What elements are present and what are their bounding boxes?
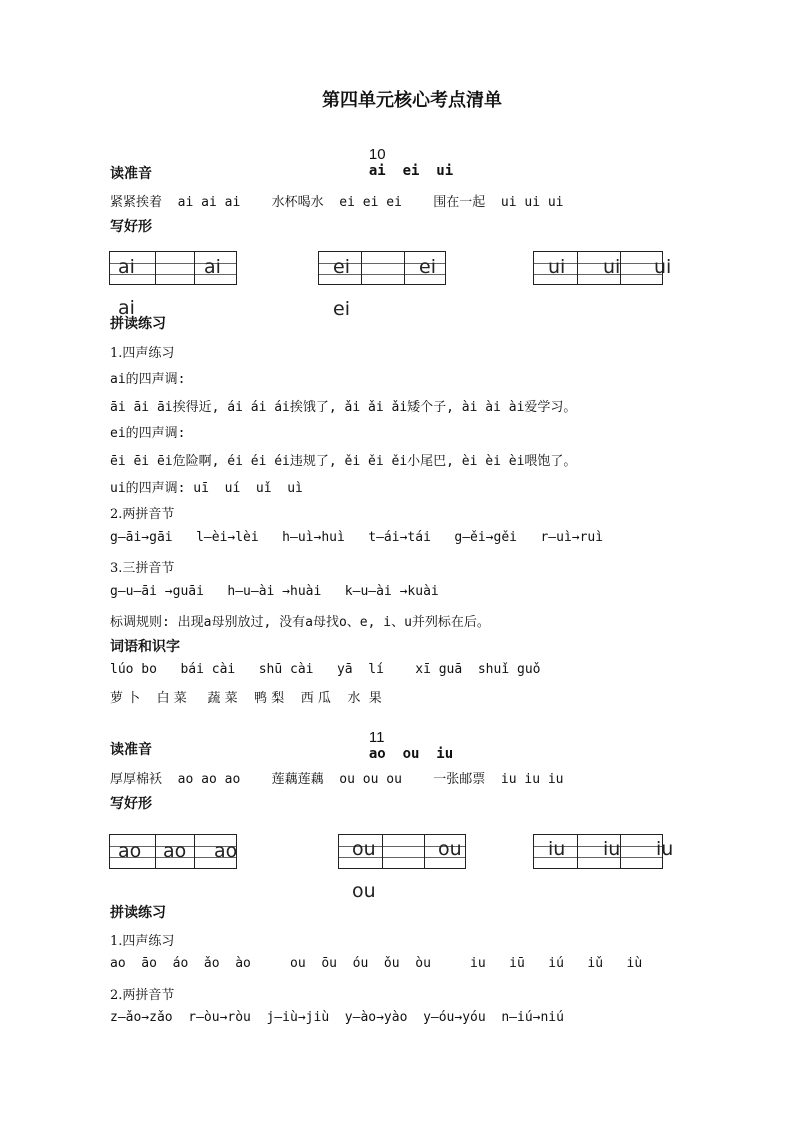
pinyin-cell: iu xyxy=(548,838,566,860)
page-title: 第四单元核心考点清单 xyxy=(322,90,502,111)
vocab-heading: 词语和识字 xyxy=(110,639,180,655)
pinyin-overflow: ai xyxy=(118,297,135,319)
read-word: 围在一起 xyxy=(433,195,486,210)
read-word: 一张邮票 xyxy=(433,772,486,787)
read-pinyin: ou ou ou xyxy=(339,772,402,787)
read-line xyxy=(110,768,564,787)
practice-heading: 拼读练习 xyxy=(110,316,166,332)
pinyin-cell: ui xyxy=(654,256,672,278)
write-heading: 写好形 xyxy=(110,796,152,812)
practice-heading: 拼读练习 xyxy=(110,905,166,921)
tone-rule: 标调规则: 出现a母别放过, 没有a母找o、e, i、u并列标在后。 xyxy=(110,615,490,630)
pinyin-cell: ui xyxy=(548,256,566,278)
pinyin-cell: ao xyxy=(163,840,187,862)
subheading: 2.两拼音节 xyxy=(110,988,175,1003)
read-pinyin: ei ei ei xyxy=(339,195,402,210)
subheading: 3.三拼音节 xyxy=(110,561,175,576)
tone-line: ēi ēi ēi危险啊, éi éi éi违规了, ěi ěi ěi小尾巴, èi èi èi喂饱了。 xyxy=(110,454,577,469)
pinyin-cell: ai xyxy=(204,256,221,278)
pinyin-cell: ei xyxy=(333,256,350,278)
lesson-10-heading xyxy=(352,130,453,179)
pinyin-overflow: ou xyxy=(352,880,376,902)
pinyin-cell: ai xyxy=(118,256,135,278)
read-line xyxy=(110,191,564,210)
tone-label: ei的四声调: xyxy=(110,426,186,441)
tone-line: ui的四声调: uī uí uǐ uì xyxy=(110,481,303,496)
subheading: 1.四声练习 xyxy=(110,346,175,361)
pinyin-cell: ao xyxy=(118,840,142,862)
pinyin-cell: ou xyxy=(438,838,462,860)
tone-line: ao āo áo ǎo ào ou ōu óu ǒu òu iu iū iú iǔ iù xyxy=(110,956,643,971)
pinyin-cell: iu xyxy=(656,838,674,860)
read-word: 厚厚棉袄 xyxy=(110,772,163,787)
lesson-title: ao ou iu xyxy=(368,746,454,762)
tone-line: āi āi āi挨得近, ái ái ái挨饿了, ǎi ǎi ǎi矮个子, ài ài ài爱学习。 xyxy=(110,400,577,415)
syllable-line: g—u—āi →guāi h—u—ài →huài k—u—ài →kuài xyxy=(110,584,439,599)
lesson-number: 11 xyxy=(368,729,385,746)
lesson-11-heading xyxy=(352,713,453,762)
read-word: 紧紧挨着 xyxy=(110,195,163,210)
read-heading: 读准音 xyxy=(110,742,152,758)
pinyin-cell: ou xyxy=(352,838,376,860)
lesson-number: 10 xyxy=(368,146,386,163)
syllable-line: g—āi→gāi l—èi→lèi h—uì→huì t—ái→tái g—ěi→gěi r—uì→ruì xyxy=(110,530,604,545)
subheading: 2.两拼音节 xyxy=(110,507,175,522)
read-word: 水杯喝水 xyxy=(271,195,324,210)
read-pinyin: iu iu iu xyxy=(500,772,564,787)
read-word: 莲藕莲藕 xyxy=(271,772,324,787)
read-heading: 读准音 xyxy=(110,166,152,182)
syllable-line: z—ǎo→zǎo r—òu→ròu j—iù→jiù y—ào→yào y—óu→yóu n—iú→niú xyxy=(110,1010,564,1025)
vocab-pinyin: lúo bo bái cài shū cài yā lí xī guā shuǐ guǒ xyxy=(110,662,541,677)
vocab-hanzi: 萝 卜 白 菜 蔬 菜 鸭 梨 西 瓜 水 果 xyxy=(110,691,382,706)
pinyin-cell: iu xyxy=(603,838,621,860)
pinyin-cell: ao xyxy=(214,840,238,862)
pinyin-overflow: ei xyxy=(333,298,350,320)
pinyin-cell: ui xyxy=(603,256,621,278)
read-pinyin: ui ui ui xyxy=(500,195,564,210)
pinyin-cell: ei xyxy=(419,256,436,278)
lesson-title: ai ei ui xyxy=(368,163,454,179)
tone-label: ai的四声调: xyxy=(110,372,186,387)
read-pinyin: ao ao ao xyxy=(177,772,241,787)
read-pinyin: ai ai ai xyxy=(177,195,241,210)
write-heading: 写好形 xyxy=(110,219,152,235)
subheading: 1.四声练习 xyxy=(110,934,175,949)
